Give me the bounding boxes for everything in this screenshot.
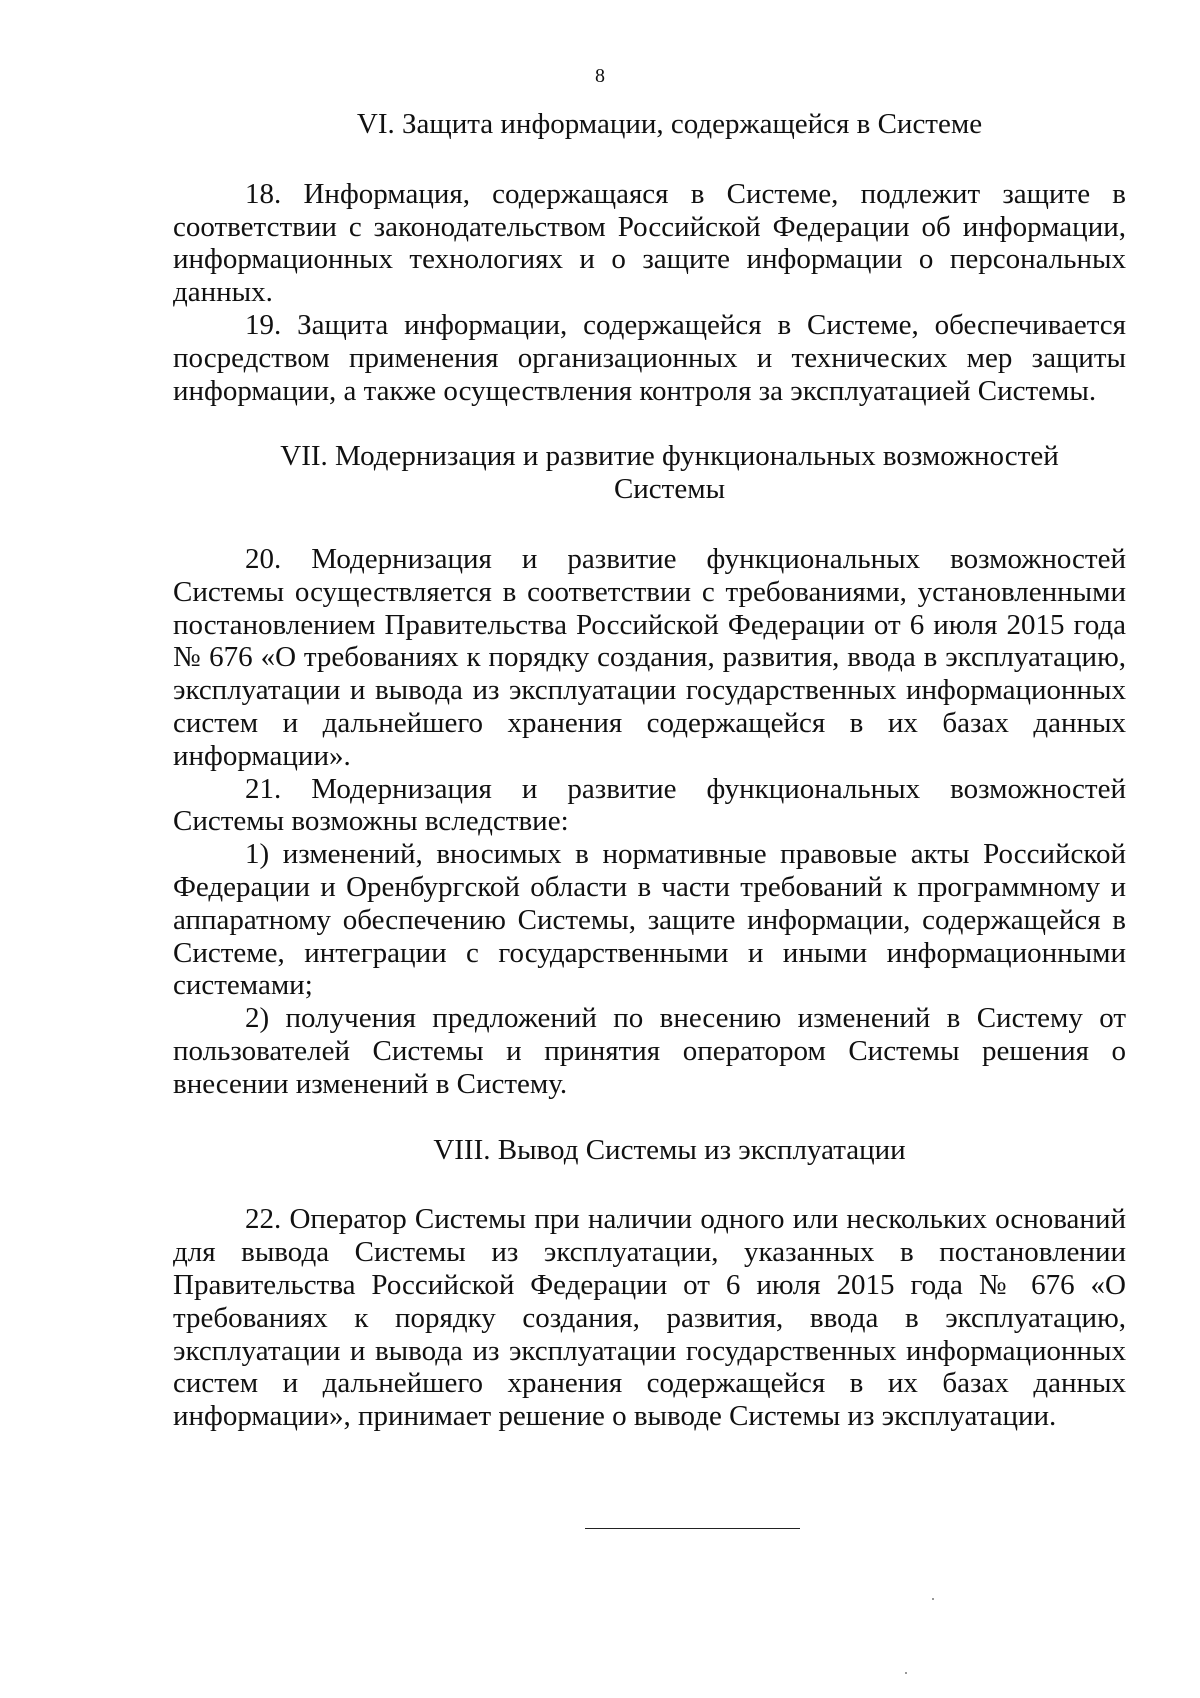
paragraph-22: 22. Оператор Системы при наличии одного или нескольких оснований для вывода Системы из эксплуатации, указанных в постановлении Правительства Российской Федерации от 6 июля 2015 года № 676 «О требованиях к порядку создания, развития, ввода в эксплуатацию, эксплуатации и вывода из эксплуатации государственных информационных систем и дальнейшего хранения содержащейся в их базах данных информации», принимает решение о выводе Системы из эксплуатации. <box>173 1203 1126 1433</box>
section-7-heading-line-2: Системы <box>613 473 726 506</box>
section-8-heading: VIII. Вывод Системы из эксплуатации <box>433 1133 906 1166</box>
paragraph-21-item-1: 1) изменений, вносимых в нормативные правовые акты Российской Федерации и Оренбургской области в части требований к программному и аппаратному обеспечению Системы, защите информации, содержащейся в Системе, интеграции с государственными и иными информационными системами; <box>173 838 1126 1002</box>
closing-rule <box>585 1528 800 1529</box>
paragraph-18: 18. Информация, содержащаяся в Системе, подлежит защите в соответствии с законодательством Российской Федерации об информации, информационных технологиях и о защите информации о персональных данных. <box>173 177 1126 309</box>
section-6-heading: VI. Защита информации, содержащейся в Системе <box>356 108 983 140</box>
section-7-heading-line-1: VII. Модернизация и развитие функциональных возможностей <box>280 440 1059 473</box>
scan-speck <box>932 1598 934 1600</box>
scan-speck <box>905 1672 907 1674</box>
paragraph-19: 19. Защита информации, содержащейся в Системе, обеспечивается посредством применения организационных и технических мер защиты информации, а также осуществления контроля за эксплуатацией Системы. <box>173 308 1126 407</box>
paragraph-21: 21. Модернизация и развитие функциональных возможностей Системы возможны вследствие: <box>173 772 1126 838</box>
page-number: 8 <box>595 65 605 87</box>
document-body <box>173 108 1126 1433</box>
paragraph-20: 20. Модернизация и развитие функциональных возможностей Системы осуществляется в соответствии с требованиями, установленными постановлением Правительства Российской Федерации от 6 июля 2015 года № 676 «О требованиях к порядку создания, развития, ввода в эксплуатацию, эксплуатации и вывода из эксплуатации государственных информационных систем и дальнейшего хранения содержащейся в их базах данных информации». <box>173 542 1126 772</box>
paragraph-21-item-2: 2) получения предложений по внесению изменений в Систему от пользователей Системы и принятия оператором Системы решения о внесении изменений в Систему. <box>173 1002 1126 1100</box>
